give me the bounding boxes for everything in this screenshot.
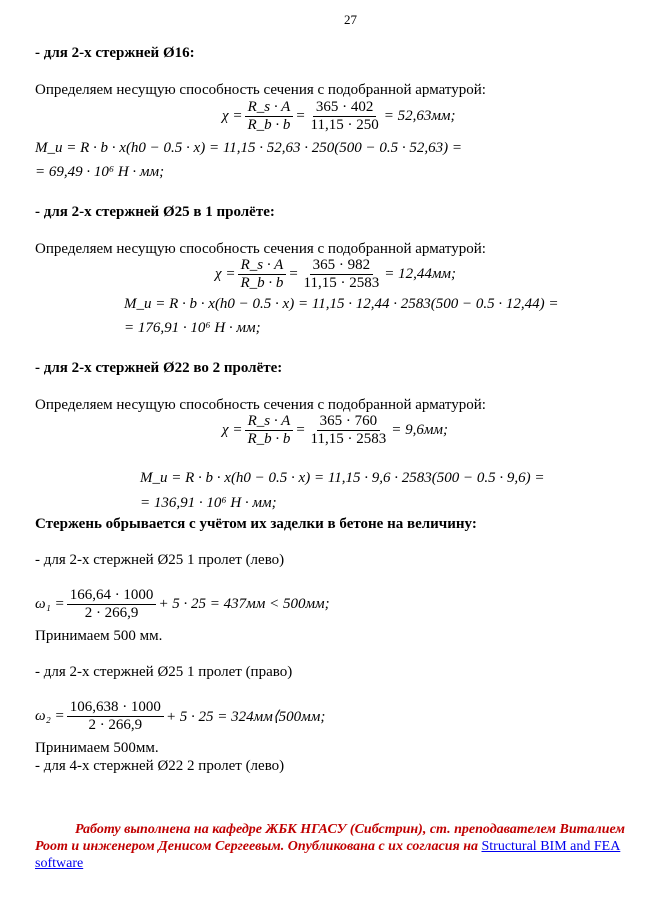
moment-line-2: = 176,91 · 10⁶ Н · мм; xyxy=(124,320,261,336)
chi-numerator: R_s · A xyxy=(245,99,294,117)
footer-line-3 xyxy=(35,856,83,872)
chi-result: = 12,44мм; xyxy=(384,266,456,282)
anchorage-item-2-accept: Принимаем 500мм. xyxy=(35,740,159,756)
chi-fraction xyxy=(244,413,293,448)
anchorage-heading: Стержень обрывается с учётом их заделки в бетоне на величину: xyxy=(35,516,477,532)
structural-bim-link[interactable]: Structural BIM and FEA xyxy=(481,839,621,854)
chi-value-numerator: 365 · 982 xyxy=(310,257,374,275)
omega1-fraction xyxy=(67,587,157,622)
chi-result: = 52,63мм; xyxy=(383,108,456,124)
software-link[interactable]: software xyxy=(35,856,84,871)
anchorage-item-2-label: - для 2-х стержней Ø25 1 пролет (право) xyxy=(35,664,293,680)
omega1-denominator: 2 · 266,9 xyxy=(84,605,139,621)
chi-value-denominator: 11,15 · 250 xyxy=(310,117,379,133)
chi-value-fraction xyxy=(308,99,382,134)
omega2-result: + 5 · 25 = 324мм⟨500мм; xyxy=(165,709,326,725)
omega2-fraction xyxy=(67,699,164,734)
chi-lhs: χ = xyxy=(222,108,243,124)
omega1-formula xyxy=(35,587,330,622)
moment-line-1: M_u = R · b · x(h0 − 0.5 · x) = 11,15 · 12,44 · 2583(500 − 0.5 · 12,44) = xyxy=(124,296,559,312)
anchorage-item-1-accept: Принимаем 500 мм. xyxy=(35,628,163,644)
chi-lhs: χ = xyxy=(215,266,236,282)
chi-numerator: R_s · A xyxy=(238,257,287,275)
chi-formula xyxy=(222,413,448,448)
chi-lhs: χ = xyxy=(222,422,243,438)
section-intro: Определяем несущую способность сечения с подобранной арматурой: xyxy=(35,82,486,98)
chi-equals: = xyxy=(288,266,299,282)
footer-line-2 xyxy=(35,839,620,855)
moment-line-2: = 69,49 · 10⁶ Н · мм; xyxy=(35,164,165,180)
moment-line-2: = 136,91 · 10⁶ Н · мм; xyxy=(140,495,277,511)
anchorage-item-1-label: - для 2-х стержней Ø25 1 пролет (лево) xyxy=(35,552,285,568)
chi-value-fraction xyxy=(301,257,383,292)
chi-value-numerator: 365 · 402 xyxy=(313,99,377,117)
chi-formula xyxy=(222,99,456,134)
omega2-lhs: ω₂ = xyxy=(35,708,65,724)
section-heading-d16: - для 2-х стержней Ø16: xyxy=(35,45,195,61)
moment-line-1: M_u = R · b · x(h0 − 0.5 · x) = 11,15 · 9,6 · 2583(500 − 0.5 · 9,6) = xyxy=(140,470,545,486)
omega2-numerator: 106,638 · 1000 xyxy=(67,699,164,717)
omega2-formula xyxy=(35,699,325,734)
chi-result: = 9,6мм; xyxy=(391,422,448,438)
page-number: 27 xyxy=(344,12,357,27)
section-heading-d25-span1: - для 2-х стержней Ø25 в 1 пролёте: xyxy=(35,204,275,220)
chi-formula xyxy=(215,257,456,292)
chi-equals: = xyxy=(295,108,306,124)
footer-text: Роот и инженером Денисом Сергеевым. Опубликована с их согласия на xyxy=(35,839,478,854)
chi-denominator: R_b · b xyxy=(247,431,291,447)
omega2-denominator: 2 · 266,9 xyxy=(88,717,143,733)
chi-value-numerator: 365 · 760 xyxy=(317,413,381,431)
footer-line-1: Работу выполнена на кафедре ЖБК НГАСУ (Сибстрин), ст. преподавателем Виталием xyxy=(75,822,625,837)
chi-denominator: R_b · b xyxy=(247,117,291,133)
section-intro: Определяем несущую способность сечения с подобранной арматурой: xyxy=(35,241,486,257)
section-intro: Определяем несущую способность сечения с подобранной арматурой: xyxy=(35,397,486,413)
omega1-lhs: ω₁ = xyxy=(35,596,65,612)
chi-fraction xyxy=(237,257,286,292)
chi-numerator: R_s · A xyxy=(245,413,294,431)
anchorage-item-3-label: - для 4-х стержней Ø22 2 пролет (лево) xyxy=(35,758,285,774)
chi-value-fraction xyxy=(308,413,390,448)
chi-denominator: R_b · b xyxy=(240,275,284,291)
chi-value-denominator: 11,15 · 2583 xyxy=(310,431,387,447)
omega1-result: + 5 · 25 = 437мм < 500мм; xyxy=(158,596,330,612)
chi-equals: = xyxy=(295,422,306,438)
moment-line-1: M_u = R · b · x(h0 − 0.5 · x) = 11,15 · 52,63 · 250(500 − 0.5 · 52,63) = xyxy=(35,140,462,156)
omega1-numerator: 166,64 · 1000 xyxy=(67,587,157,605)
chi-value-denominator: 11,15 · 2583 xyxy=(303,275,380,291)
section-heading-d22-span2: - для 2-х стержней Ø22 во 2 пролёте: xyxy=(35,360,283,376)
chi-fraction xyxy=(244,99,293,134)
